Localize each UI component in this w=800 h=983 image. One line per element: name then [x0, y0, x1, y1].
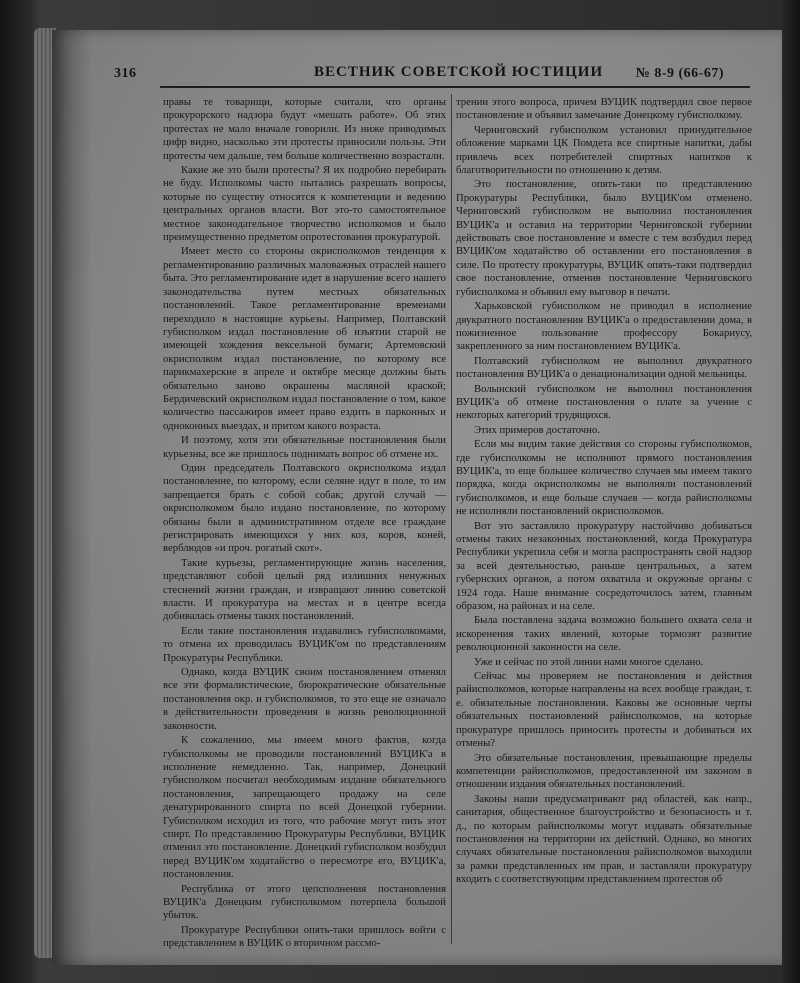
- paragraph: Какие же это были протесты? Я их подробно перебирать не буду. Исполкомы часто пытались разрешать вопросы, которые по существу относятся к компетенции и ведению центральных органов власти. Вот это-то самостоятельное местное законодательное творчество исполкомов и было преимущественно предметом опротестования прокуратурой.: [163, 164, 446, 244]
- paragraph: К сожалению, мы имеем много фактов, когда губисполкомы не проводили постановлений ВУЦИК'а в исполнение немедленно. Так, например, Донецкий губисполком посчитал необходимым издание обязательного постановления, запрещающего продажу на селе денатурированного спирта по всей Донецкой губернии. Губисполком исходил из того, что рабочие могут пить этот спирт. По представлению Прокуратуры Республики, ВУЦИК отменил это постановление. Донецкий губисполком возбудил перед ВУЦИК'ом ходатайство о пересмотре его, ВУЦИК'а, постановления.: [163, 734, 446, 881]
- paragraph: Это постановление, опять-таки по представлению Прокуратуры Республики, было ВУЦИК'ом отменено. Черниговский губисполком не выполнил постановления ВУЦИК'а и оставил на территории Черниговской губернии действовать свое постановление и вместе с тем возбудил перед ВУЦИК'ом ходатайство об оставлении его постановления в силе. По протесту прокуратуры, ВУЦИК опять-таки подтвердил свое постановление, отменив постановление Черниговского губисполкома и объявил ему выговор в печати.: [456, 178, 752, 298]
- paragraph: Прокуратуре Республики опять-таки пришлось войти с представлением в ВУЦИК о вторичном рассмо-: [163, 923, 446, 950]
- paragraph: Такие курьезы, регламентирующие жизнь населения, представляют собой целый ряд излишних ненужных стеснений жизни граждан, и извращают линию советской власти. И прокуратура на местах и в центре всегда добивалась отмены таких постановлений.: [163, 556, 446, 623]
- page-number: 316: [114, 66, 137, 81]
- gutter-shadow: [52, 30, 92, 965]
- paragraph: Имеет место со стороны окрисполкомов тенденция к регламентированию различных маловажных отраслей нашего быта. Это регламентирование идет в нарушение всего нашего законодательства путем местных обязательных постановлений. Такое регламентирование временами переходило в настоящие курьезы. Например, Полтавский губисполком издал постановление об изъятии старой не имеющей хождения вексельной бумаги; Артемовский окрисполком издал постановление, по которому все парикмахерские в апреле и октябре месяце должны быть обязательно заново окрашены масляной краской; Бердичевский окрисполком издал постановление о том, какое количество пассажиров имеет право ездить в парконных и одноконных выездах, и притом какого возраста.: [163, 245, 446, 432]
- paragraph: Вот это заставляло прокуратуру настойчиво добиваться отмены таких незаконных постановлений, когда Прокуратура Республики укрепила себя и могла распространять свой надзор за всей деятельностью, раньше центральных, а затем губернских органов, а потом охватила и окружные органы с 1924 года. Наше внимание сосредоточилось затем, главным образом, на районах и на селе.: [456, 519, 752, 613]
- paragraph: Законы наши предусматривают ряд областей, как напр., санитария, общественное благоустройство и безопасность и т. д., по которым райисполкомы могут издавать обязательные постановления на территории их действий. Однако, во многих случаях обязательные постановления райисполкомов выходили за рамки представленных им прав, и заставляли прокуратуру входить с соответствующим представлением протестов об: [456, 792, 752, 886]
- paragraph: Волынский губисполком не выполнил постановления ВУЦИК'а об отмене постановления о плате за учение с некоторых категорий трудящихся.: [456, 382, 752, 422]
- paragraph: Сейчас мы проверяем не постановления и действия райисполкомов, которые направлены на всех вообще граждан, т. е. обязательные постановления. Каковы же основные черты обязательных постановлений райисполкомов, на которые прокуратуре пришлось приносить протесты и добиваться их отмены?: [456, 670, 752, 750]
- header-rule: [160, 86, 750, 88]
- paragraph: Республика от этого цепсполнения постановления ВУЦИК'а Донецким губисполкомом потерпела большой убыток.: [163, 882, 446, 922]
- issue-number: № 8-9 (66-67): [635, 66, 724, 81]
- paragraph: Черниговский губисполком установил принудительное обложение марками ЦК Помдета все спиртные напитки, дабы привлечь всех потребителей спиртных напитков к благотворительности по отношению к детям.: [456, 123, 752, 177]
- paragraph: трении этого вопроса, причем ВУЦИК подтвердил свое первое постановление и объявил замечание Донецкому губисполкому.: [456, 96, 752, 122]
- right-column: [456, 96, 752, 887]
- paragraph: И поэтому, хотя эти обязательные постановления были курьезны, все же пришлось поднимать вопрос об отмене их.: [163, 434, 446, 460]
- paragraph: Полтавский губисполком не выполнил двукратного постановления ВУЦИК'а о денационализации одной мельницы.: [456, 354, 752, 381]
- paragraph: Была поставлена задача возможно большего охвата села и искоренения таких явлений, которые тормозят развитие революционной законности на селе.: [456, 614, 752, 654]
- paragraph: Если мы видим такие действия со стороны губисполкомов, где губисполкомы не исполняют прямого постановления ВУЦИК'а, то еще большее количество случаев мы имеем такого порядка, когда окрисполкомы не выполняли постановлений губисполкомов, и еще больше случаев — когда райисполкомы не исполняли постановлений окрисполкомов.: [456, 438, 752, 518]
- paragraph: Один председатель Полтавского окрисполкома издал постановление, по которому, если селяне идут в поле, то им запрещается брать с собой собак; другой случай — окрисполкомом было издано постановление, по которому обязаны были в административном отделе все граждане регистрировать имеющихся у них коз, коров, коней, верблюдов «и проч. рогатый скот».: [163, 461, 446, 555]
- paragraph: Этих примеров достаточно.: [474, 423, 600, 436]
- paragraph: Это обязательные постановления, превышающие пределы компетенции райисполкомов, предоставленной им законом в отношении издания обязательных постановлений.: [456, 751, 752, 791]
- left-column: [163, 96, 446, 951]
- column-divider: [451, 94, 452, 944]
- paragraph: Если такие постановления издавались губисполкомами, то отмена их проводилась ВУЦИК'ом по представлениям Прокуратуры Республики.: [163, 624, 446, 664]
- paragraph: Уже и сейчас по этой линии нами многое сделано.: [474, 655, 704, 668]
- running-header: [114, 64, 724, 84]
- journal-title: ВЕСТНИК СОВЕТСКОЙ ЮСТИЦИИ: [314, 64, 604, 80]
- paragraph: Харьковской губисполком не приводил в исполнение двукратного постановления ВУЦИК'а о предоставлении дома, в пожизненное пользование профессору Бокариусу, закрепленного за ним постановлением ВУЦИК'а.: [456, 300, 752, 353]
- paragraph: Однако, когда ВУЦИК своим постановлением отменял все эти формалистические, бюрократические обязательные постановления окр. и губисполкомов, то это еще не означало в действительности проведения в жизнь революционной законности.: [163, 666, 446, 732]
- paragraph: правы те товарищи, которые считали, что органы прокурорского надзора будут «мешать работе». Об этих протестах не мало вначале говорили. Из ниже приводимых цифр видно, насколько эти протесты приносили пользы. Эти протесты чем дальше, тем больше количественно возрастали.: [163, 96, 446, 162]
